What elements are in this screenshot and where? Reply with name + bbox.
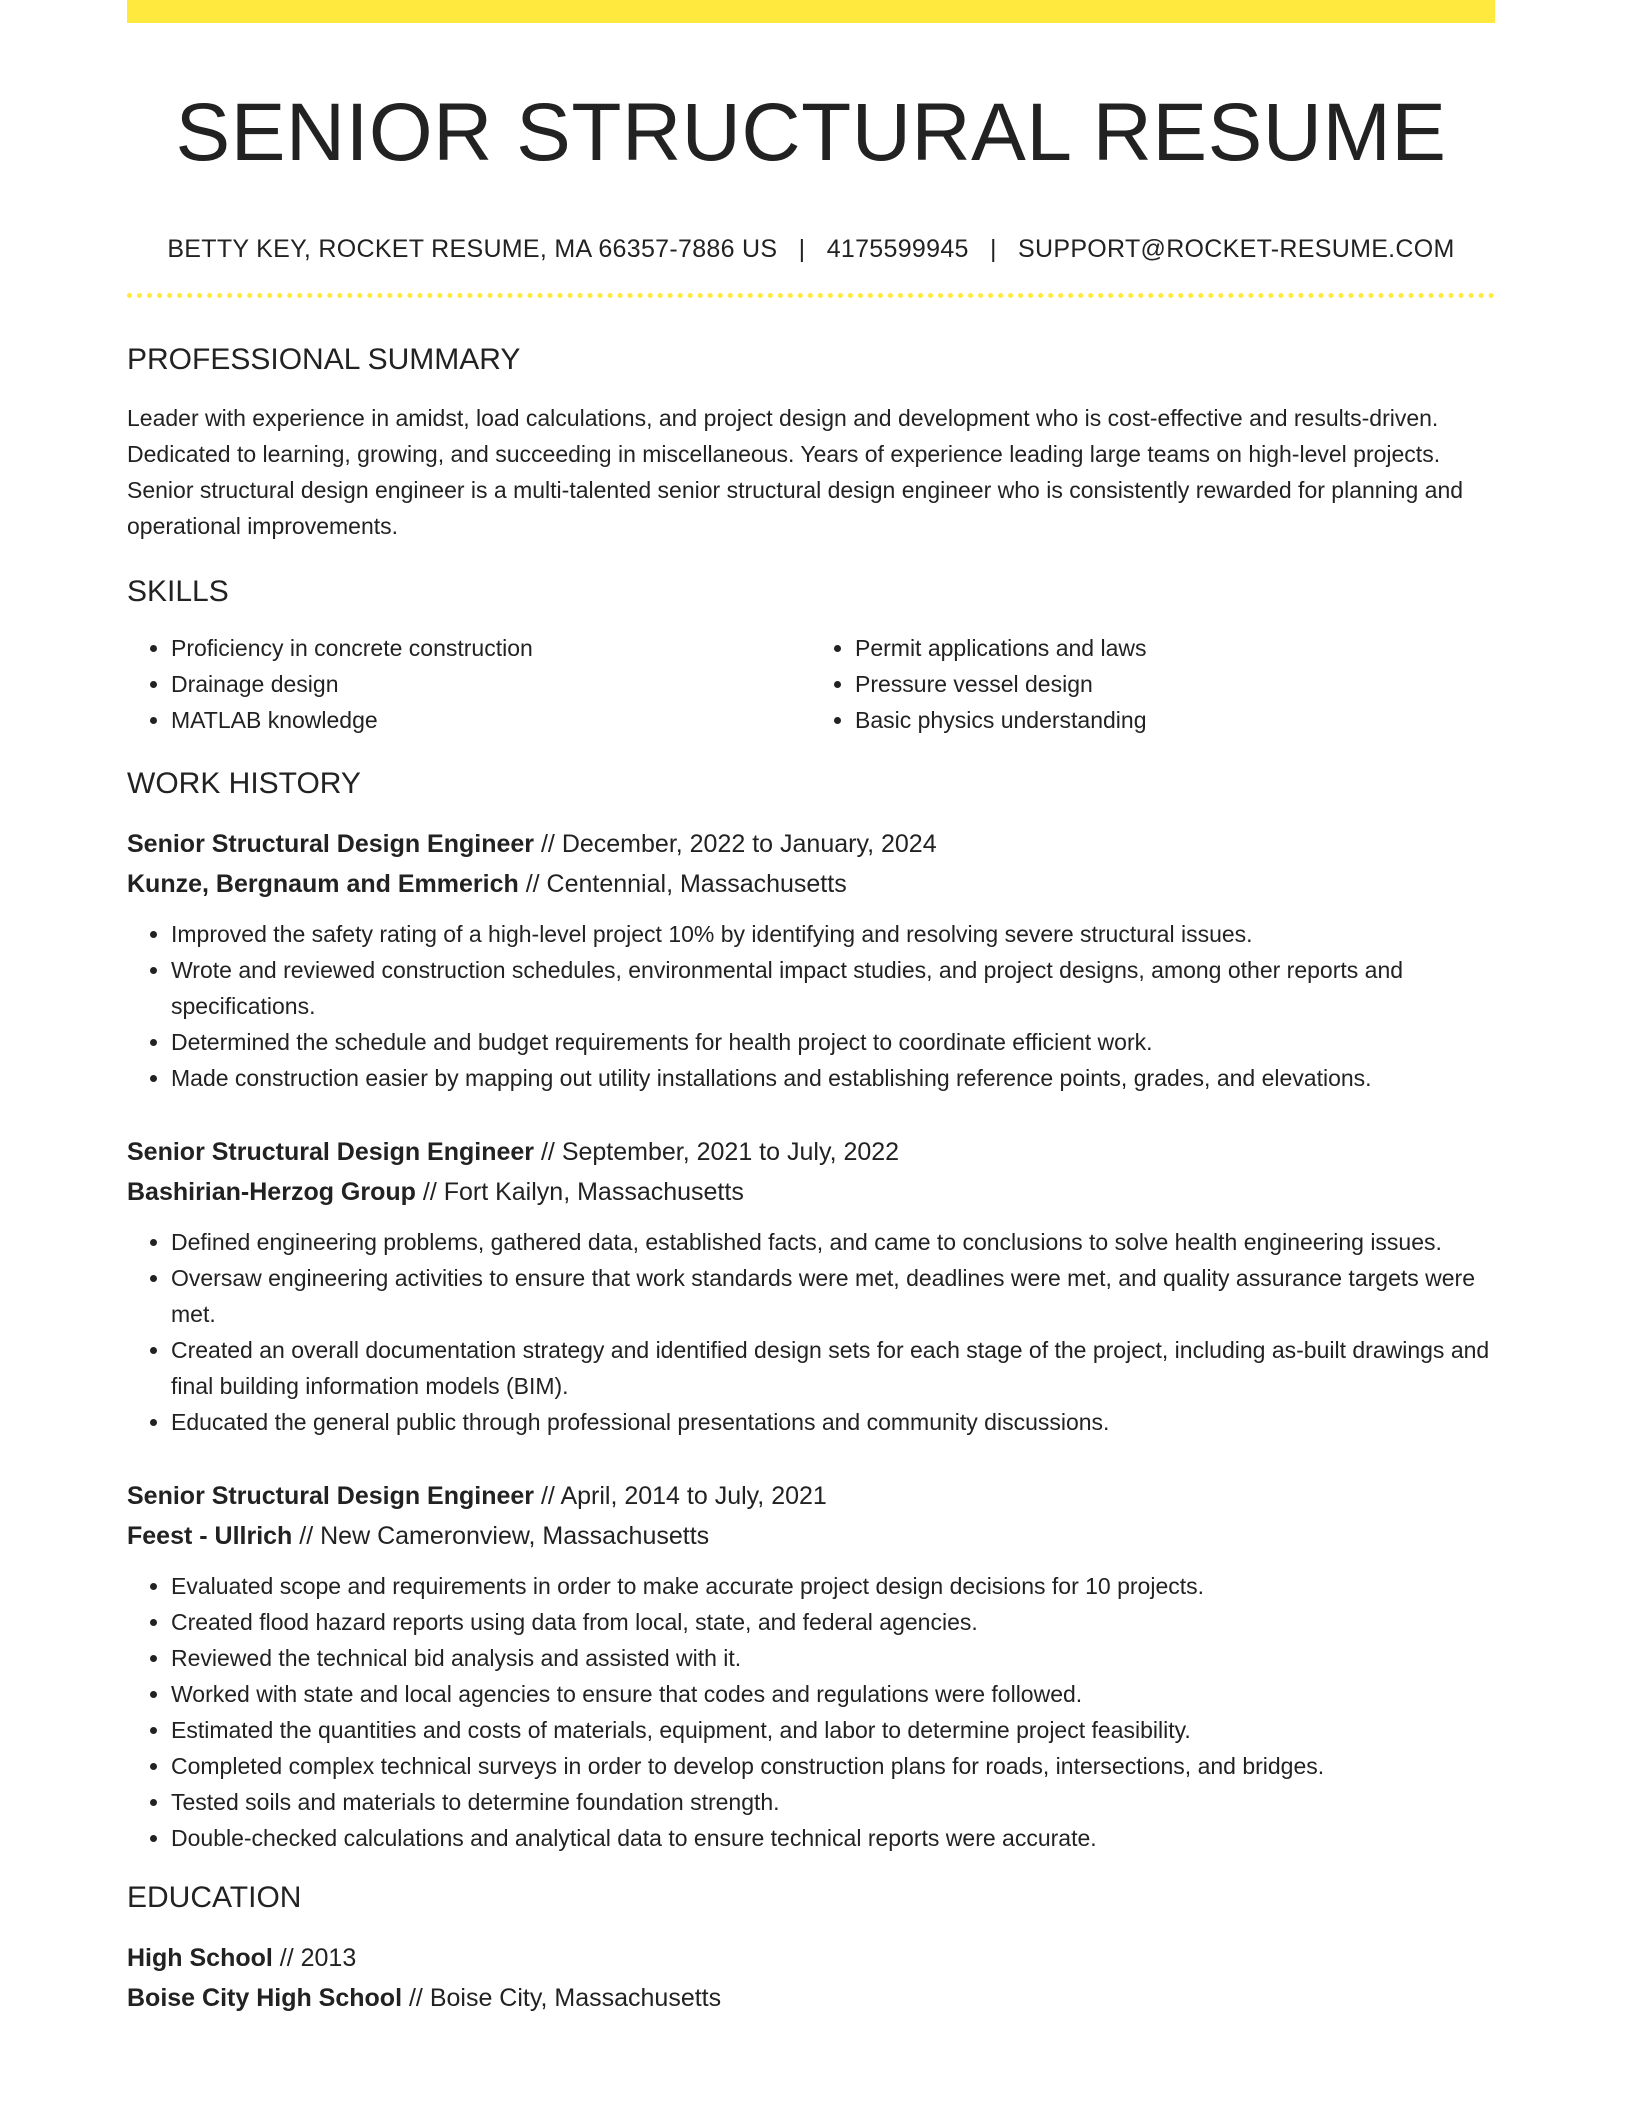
education-degree-line (127, 1938, 1495, 1978)
resume-title: SENIOR STRUCTURAL RESUME (175, 87, 1447, 178)
skill-item: • MATLAB knowledge (171, 702, 811, 738)
job-entry (127, 1132, 1495, 1440)
job-title: Senior Structural Design Engineer (127, 1482, 535, 1510)
contact-separator: | (989, 235, 997, 263)
job-bullet: • Reviewed the technical bid analysis and assisted with it. (171, 1640, 1495, 1676)
job-bullet: • Created flood hazard reports using data from local, state, and federal agencies. (171, 1604, 1495, 1640)
job-bullet: • Worked with state and local agencies to ensure that codes and regulations were followed. (171, 1676, 1495, 1712)
job-bullet: • Tested soils and materials to determine foundation strength. (171, 1784, 1495, 1820)
job-company: Bashirian-Herzog Group (127, 1178, 416, 1206)
contact-separator: | (798, 235, 806, 263)
skill-item: • Permit applications and laws (855, 630, 1495, 666)
job-title-line (127, 1476, 1495, 1516)
job-bullet: • Educated the general public through professional presentations and community discussions. (171, 1404, 1495, 1440)
job-bullet: • Wrote and reviewed construction schedules, environmental impact studies, and project designs, among other reports and specifications. (171, 952, 1495, 1024)
job-bullet: • Created an overall documentation strategy and identified design sets for each stage of the project, including as-built drawings and final building information models (BIM). (171, 1332, 1495, 1404)
dotted-divider (127, 293, 1495, 298)
education-location: // Boise City, Massachusetts (408, 1984, 722, 2012)
job-bullet: • Determined the schedule and budget requirements for health project to coordinate efficient work. (171, 1024, 1495, 1060)
job-bullet: • Double-checked calculations and analytical data to ensure technical reports were accurate. (171, 1820, 1495, 1856)
contact-email: SUPPORT@ROCKET-RESUME.COM (1018, 235, 1455, 263)
job-bullet: • Completed complex technical surveys in order to develop construction plans for roads, intersections, and bridges. (171, 1748, 1495, 1784)
contact-phone: 4175599945 (826, 235, 969, 263)
skill-item: • Pressure vessel design (855, 666, 1495, 702)
job-location: // Centennial, Massachusetts (525, 870, 847, 898)
education-heading: EDUCATION (127, 1881, 302, 1914)
job-bullet: • Evaluated scope and requirements in order to make accurate project design decisions for 10 projects. (171, 1568, 1495, 1604)
summary-heading: PROFESSIONAL SUMMARY (127, 343, 521, 376)
job-bullet: • Oversaw engineering activities to ensure that work standards were met, deadlines were met, and quality assurance targets were met. (171, 1260, 1495, 1332)
job-title: Senior Structural Design Engineer (127, 830, 535, 858)
job-company-line (127, 864, 1495, 904)
summary-text: Leader with experience in amidst, load calculations, and project design and development who is cost-effective and results-driven. Dedicated to learning, growing, and succeeding in miscellaneous. Years of experience leading large teams on high-level projects. Senior structural design engineer is a multi-talented senior structural design engineer who is consistently rewarded for planning and operational improvements. (127, 405, 1464, 539)
contact-line (127, 233, 1495, 265)
skill-item: • Basic physics understanding (855, 702, 1495, 738)
job-title: Senior Structural Design Engineer (127, 1138, 535, 1166)
resume-page (127, 0, 1495, 2018)
skills-list (127, 630, 1495, 738)
education-school: Boise City High School (127, 1984, 403, 2012)
contact-address: BETTY KEY, ROCKET RESUME, MA 66357-7886 US (167, 235, 778, 263)
job-location: // New Cameronview, Massachusetts (299, 1522, 710, 1550)
job-location: // Fort Kailyn, Massachusetts (422, 1178, 744, 1206)
job-bullets (127, 916, 1495, 1096)
job-dates: // December, 2022 to January, 2024 (540, 830, 937, 858)
job-company-line (127, 1172, 1495, 1212)
skill-item: • Drainage design (171, 666, 811, 702)
job-title-line (127, 824, 1495, 864)
job-title-line (127, 1132, 1495, 1172)
job-company: Feest - Ullrich (127, 1522, 293, 1550)
job-bullets (127, 1224, 1495, 1440)
work-history-heading: WORK HISTORY (127, 767, 361, 800)
skill-item: • Proficiency in concrete construction (171, 630, 811, 666)
education-degree: High School (127, 1944, 273, 1972)
job-entry (127, 1476, 1495, 1856)
skills-column-left (127, 630, 811, 738)
job-bullet: • Defined engineering problems, gathered data, established facts, and came to conclusions to solve health engineering issues. (171, 1224, 1495, 1260)
job-dates: // September, 2021 to July, 2022 (540, 1138, 900, 1166)
education-entry (127, 1938, 1495, 2018)
job-bullet: • Made construction easier by mapping out utility installations and establishing reference points, grades, and elevations. (171, 1060, 1495, 1096)
job-bullets (127, 1568, 1495, 1856)
skills-heading: SKILLS (127, 575, 229, 608)
job-company: Kunze, Bergnaum and Emmerich (127, 870, 519, 898)
accent-bar (127, 0, 1495, 23)
job-bullet: • Estimated the quantities and costs of materials, equipment, and labor to determine project feasibility. (171, 1712, 1495, 1748)
education-year: // 2013 (279, 1944, 357, 1972)
education-school-line (127, 1978, 1495, 2018)
job-entry (127, 824, 1495, 1096)
job-company-line (127, 1516, 1495, 1556)
job-bullet: • Improved the safety rating of a high-level project 10% by identifying and resolving severe structural issues. (171, 916, 1495, 952)
job-dates: // April, 2014 to July, 2021 (540, 1482, 827, 1510)
skills-column-right (811, 630, 1495, 738)
